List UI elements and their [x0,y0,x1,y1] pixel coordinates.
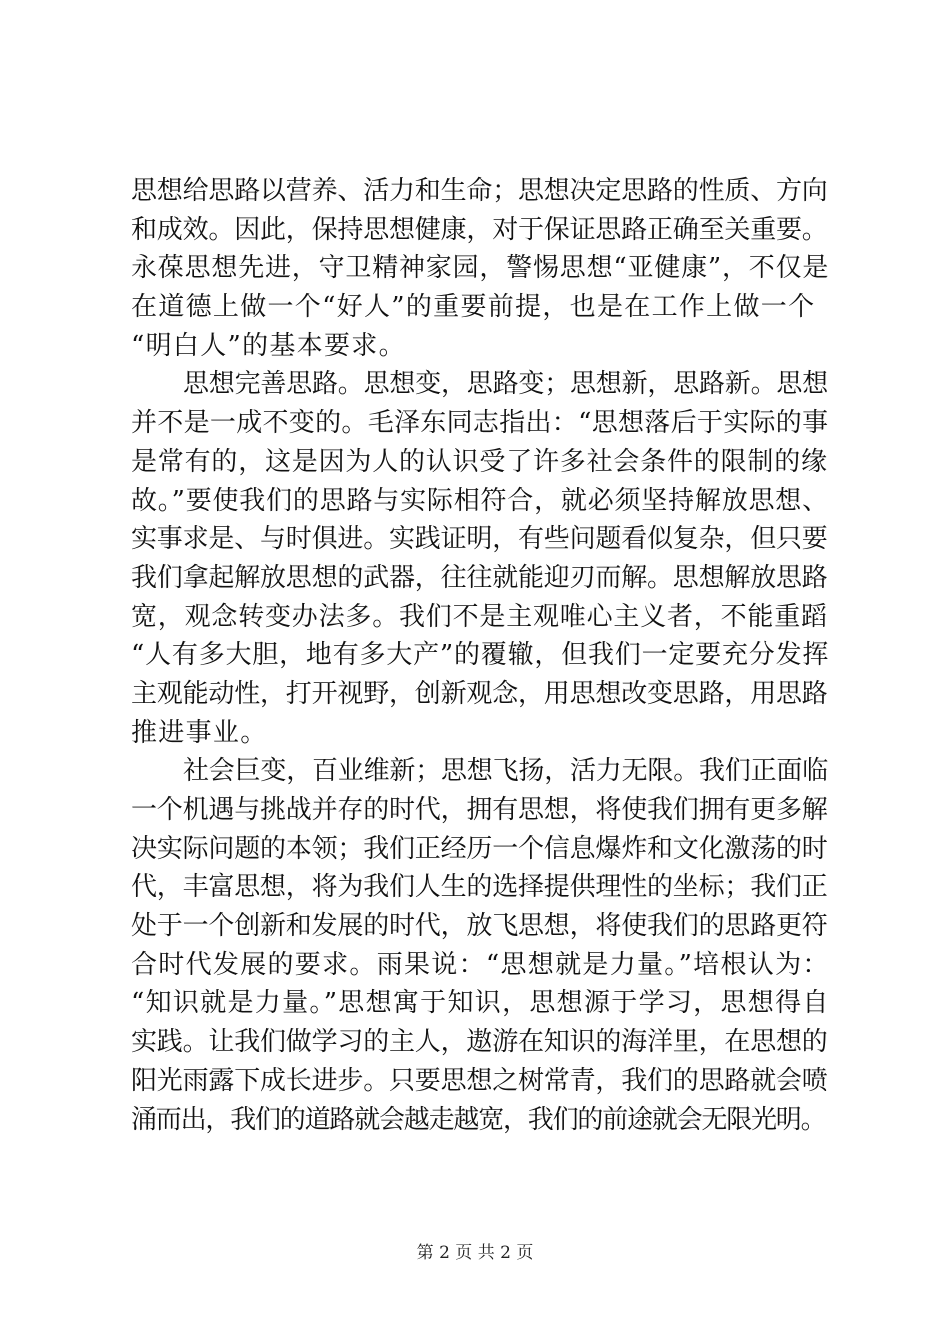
paragraph-3 [131,752,831,1139]
text-line-indented: 社会巨变，百业维新；思想飞扬，活力无限。我们正面临 [183,756,829,787]
text-line: 并不是一成不变的。毛泽东同志指出：“思想落后于实际的事 [131,408,829,439]
paragraph-2 [131,365,831,752]
text-line: 代，丰富思想，将为我们人生的选择提供理性的坐标；我们正 [131,872,828,903]
text-line: 实事求是、与时俱进。实践证明，有些问题看似复杂，但只要 [131,524,828,555]
text-line: 在道德上做一个“好人”的重要前提，也是在工作上做一个 [131,292,816,323]
text-line: 永葆思想先进，守卫精神家园，警惕思想“亚健康”，不仅是 [131,253,830,284]
document-body [131,172,831,1139]
text-line: 合时代发展的要求。雨果说：“思想就是力量。”培根认为： [131,949,830,980]
text-line: 我们拿起解放思想的武器，往往就能迎刃而解。思想解放思路 [131,562,828,593]
text-line: 主观能动性，打开视野，创新观念，用思想改变思路，用思路 [131,678,828,709]
text-line: 阳光雨露下成长进步。只要思想之树常青，我们的思路就会喷 [131,1065,828,1096]
text-line: 处于一个创新和发展的时代，放飞思想，将使我们的思路更符 [131,911,828,942]
text-line: 一个机遇与挑战并存的时代，拥有思想，将使我们拥有更多解 [131,795,828,825]
text-line: 故。”要使我们的思路与实际相符合，就必须坚持解放思想、 [131,485,829,516]
text-line: “知识就是力量。”思想寓于知识，思想源于学习，思想得自 [131,988,830,1019]
text-line: “人有多大胆，地有多大产”的覆辙，但我们一定要充分发挥 [131,640,830,671]
paragraph-1 [131,172,831,365]
text-line: 是常有的，这是因为人的认识受了许多社会条件的限制的缘 [131,446,828,477]
text-line-indented: 思想完善思路。思想变，思路变；思想新，思路新。思想 [183,369,829,400]
text-line: 实践。让我们做学习的主人，遨游在知识的海洋里，在思想的 [131,1027,828,1058]
text-line: 和成效。因此，保持思想健康，对于保证思路正确至关重要。 [131,214,828,245]
page-number-footer: 第 2 页 共 2 页 [416,1243,534,1263]
text-line: 思想给思路以营养、活力和生命；思想决定思路的性质、方向 [131,176,828,206]
text-line: “明白人”的基本要求。 [131,330,406,361]
text-line: 宽，观念转变办法多。我们不是主观唯心主义者，不能重蹈 [131,601,828,632]
text-line: 决实际问题的本领；我们正经历一个信息爆炸和文化激荡的时 [131,833,828,864]
text-line: 推进事业。 [131,717,268,748]
text-line: 涌而出，我们的道路就会越走越宽，我们的前途就会无限光明。 [131,1104,826,1135]
